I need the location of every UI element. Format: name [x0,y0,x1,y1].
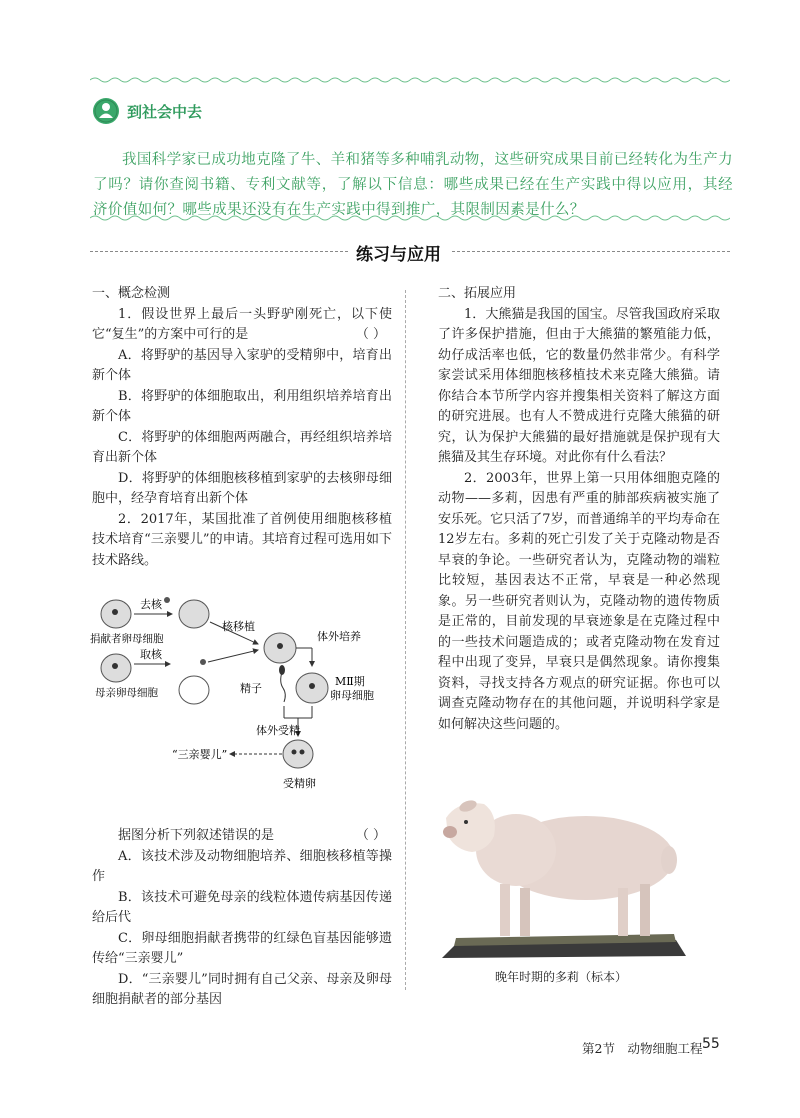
question-2-option-b: B．该技术可避免母亲的线粒体遗传病基因传递给后代 [92,889,392,925]
concept-check-heading: 一、概念检测 [92,286,171,301]
extracted-nucleus [200,659,206,665]
question-2-stem: 2．2017年，某国批准了首例使用细胞核移植技术培育“三亲婴儿”的申请。其培育过程可选用如下技术路线。 [92,511,392,568]
mother-nucleus [112,663,118,669]
label-mii-2: 卵母细胞 [330,689,374,702]
question-2-option-c: C．卵母细胞捐献者携带的红绿色盲基因能够遗传给“三亲婴儿” [92,930,392,966]
question-1 [92,305,392,346]
label-in-vitro-fertilization: 体外受精 [256,724,300,737]
question-2-option-a: A．该技术涉及动物细胞培养、细胞核移植等操作 [92,848,392,884]
label-donor-egg: 捐献者卵母细胞 [90,633,164,645]
extension-heading: 二、拓展应用 [438,286,517,301]
question-2-prompt-text: 据图分析下列叙述错误的是 [118,828,275,843]
question-1-option-d: D．将野驴的体细胞核移植到家驴的去核卵母细胞中，经孕育培育出新个体 [92,470,392,506]
label-remove-nucleus: 去核 [140,598,162,611]
section-divider-right [452,251,730,252]
extension-question-2: 2．2003年，世界上第一只用体细胞克隆的动物——多莉，因患有严重的肺部疾病被实施了安乐死。它只活了7岁，而普通绵羊的平均寿命在12岁左右。多莉的死亡引发了关于克隆动物是否早衰的争论。一些研究者认为，克隆动物的端粒比较短，基因表达不正常，早衰是一种必然现象。另一些研究者则认为，克隆动物的遗传物质是正常的，目前发现的早衰迹象是在克隆过程中的一些技术问题造成的；或者克隆动物在发育过程中出现了变异，早衰只是偶然现象。请你搜集资料，寻找支持各方观点的研究证据。你也可以调查克隆动物存在的其他问题，并说明科学家是如何解决这些问题的。 [438,470,720,732]
question-2-answer-bracket: （ ） [355,828,386,843]
label-mii-1: MⅡ期 [335,675,365,688]
donor-nucleus [112,609,118,615]
removed-nucleus [164,597,170,603]
sperm-tail [281,672,286,702]
page-number: 55 [702,1036,720,1052]
section-divider-left [90,251,348,252]
question-1-option-a: A．将野驴的基因导入家驴的受精卵中，培育出新个体 [92,347,392,383]
right-column [438,284,720,735]
top-wavy-border [90,76,730,84]
section-title: 练习与应用 [356,245,441,265]
mii-nucleus [309,683,315,689]
people-icon [93,98,119,124]
column-divider [405,290,406,990]
dolly-sheep-photo [436,780,690,960]
zygote [283,740,313,768]
zygote-nucleus-2 [300,750,305,755]
question-2-option-d: D．“三亲婴儿”同时拥有自己父亲、母亲及卵母细胞捐献者的部分基因 [92,971,392,1007]
enucleated-egg [179,600,209,628]
label-nuclear-transfer: 核移植 [222,620,255,633]
question-1-option-c: C．将野驴的体细胞两两融合，再经组织培养培育出新个体 [92,429,392,465]
question-1-option-b: B．将野驴的体细胞取出，利用组织培养培育出新个体 [92,388,392,424]
zygote-nucleus-1 [292,750,297,755]
left-column-top [92,284,392,571]
left-column-bottom [92,826,392,1011]
mother-empty-egg [179,676,209,704]
transfer-arrow-2 [208,650,258,662]
social-section-title: 到社会中去 [127,102,203,121]
social-section-text: 我国科学家已成功地克隆了牛、羊和猪等多种哺乳动物，这些研究成果目前已经转化为生产力了吗？请你查阅书籍、专利文献等，了解以下信息：哪些成果已经在生产实践中得以应用，其经济价值如何？哪些成果还没有在生产实践中得到推广，其限制因素是什么？ [93,151,733,218]
social-section-header [93,98,202,124]
label-mother-egg: 母亲卵母细胞 [95,687,158,699]
label-in-vitro-culture: 体外培养 [317,630,361,643]
photo-caption: 晚年时期的多莉（标本） [495,970,628,984]
footer-section-title: 第2节 动物细胞工程 [582,1041,703,1056]
extension-question-1: 1．大熊猫是我国的国宝。尽管我国政府采取了许多保护措施，但由于大熊猫的繁殖能力低，幼仔成活率也低，它的数量仍然非常少。有科学家尝试采用体细胞核移植技术来克隆大熊猫。请你结合本节所学内容并搜集相关资料了解这方面的研究进展。也有人不赞成进行克隆大熊猫的研究，认为保护大熊猫的最好措施就是保护现有大熊猫及其生存环境。对此你有什么看法？ [438,306,720,465]
question-1-stem: 1．假设世界上最后一头野驴刚死亡，以下使它“复生”的方案中可行的是 [92,306,392,342]
question-2-prompt [92,826,392,847]
label-sperm: 精子 [240,682,262,695]
label-zygote: 受精卵 [283,777,316,790]
label-three-parent-baby: “三亲婴儿” [172,748,228,761]
label-take-nucleus: 取核 [140,648,162,661]
three-parent-baby-diagram [90,592,380,802]
reconstructed-nucleus [277,643,283,649]
question-1-answer-bracket: （ ） [355,327,386,342]
sperm-head [279,665,285,675]
